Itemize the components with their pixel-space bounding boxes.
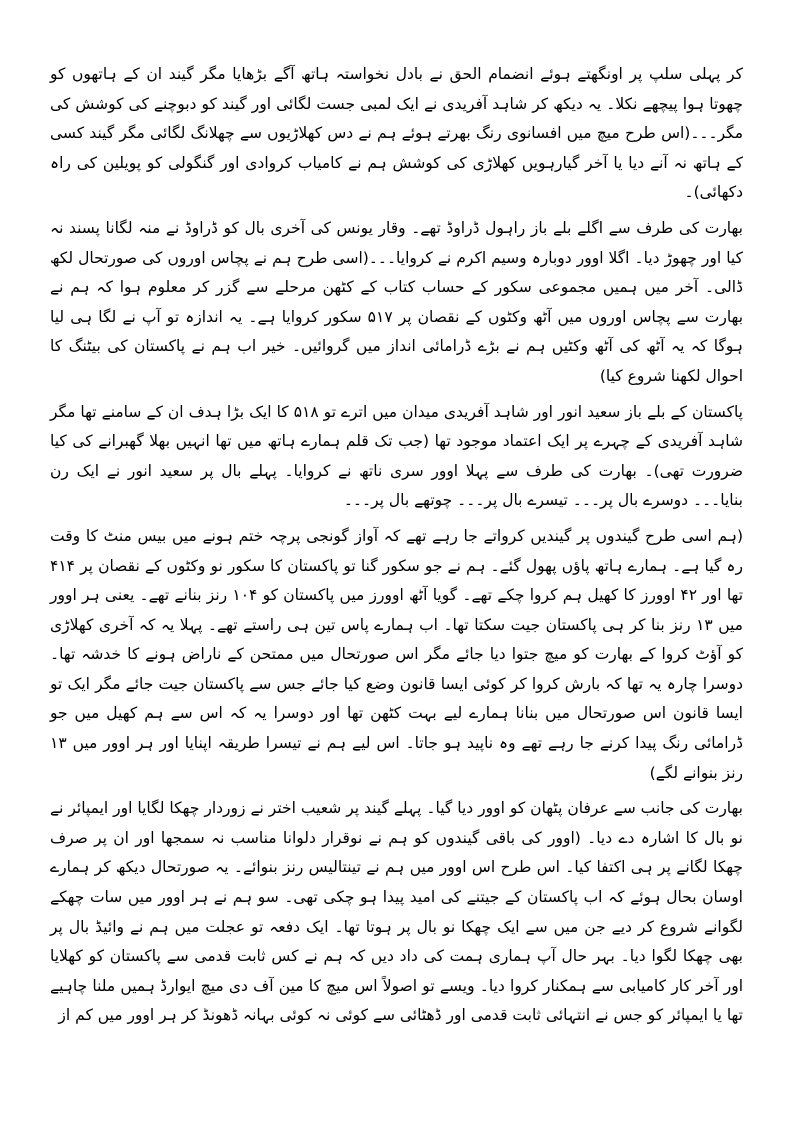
paragraph-3: پاکستان کے بلے باز سعید انور اور شاہد آفریدی میدان میں اترے تو ۵۱۸ کا ایک بڑا ہدف ان کے سامنے تھا مگر شاہد آفریدی کے چہرے پر ایک اعتماد موجود تھا (جب تک قلم ہمارے ہاتھ میں تھا انہیں بھلا گھبرانے کی کیا ضرورت تھی)۔ بھارت کی طرف سے پہلا اوور سری ناتھ نے کروایا۔ پہلے بال پر سعید انور نے ایک رن بنایا۔۔۔ دوسرے بال پر۔۔۔ تیسرے بال پر۔۔۔ چوتھے بال پر۔۔۔ [50, 402, 743, 510]
paragraph-5: بھارت کی جانب سے عرفان پٹھان کو اوور دیا گیا۔ پہلے گیند پر شعیب اختر نے زوردار چھکا لگایا اور ایمپائر نے نو بال کا اشارہ دے دیا۔ (اوور کی باقی گیندوں کو ہم نے نوقرار دلوانا مناسب نہ سمجھا اور ان پر صرف چھکا لگانے پر ہی اکتفا کیا۔ اس طرح اس اوور میں ہم نے تینتالیس رنز بنوائے۔ یہ صورتحال دیکھ کر ہمارے اوسان بحال ہوئے کہ اب پاکستان کے جیتنے کی امید پیدا ہو چکی تھی۔ سو ہم نے ہر اوور میں سات چھکے لگوانے شروع کر دیے جن میں سے ایک چھکا نو بال پر ہوتا تھا۔ ایک دفعہ تو عجلت میں ہم نے وائیڈ بال پر بھی چھکا لگوا دیا۔ بہر حال آپ ہماری ہمت کی داد دیں کہ ہم نے کس ثابت قدمی سے پاکستان کو کھلایا اور آخر کار کامیابی سے ہمکنار کروا دیا۔ ویسے تو اصولاً اس میچ کا مین آف دی میچ ایوارڈ ہمیں ملنا چاہیے تھا یا ایمپائر کو جس نے انتہائی ثابت قدمی اور ڈھٹائی سے کوئی نہ کوئی بہانہ ڈھونڈ کر ہر اوور میں کم از [50, 799, 743, 1025]
paragraph-1: کر پہلی سلپ پر اونگھتے ہوئے انضمام الحق نے بادل نخواستہ ہاتھ آگے بڑھایا مگر گیند ان کے ہاتھوں کو چھوتا ہوا پیچھے نکلا۔ یہ دیکھ کر شاہد آفریدی نے ایک لمبی جست لگائی اور گیند کو دبوچنے کی کوشش کی مگر۔۔۔(اس طرح میچ میں افسانوی رنگ بھرتے ہوئے ہم نے دس کھلاڑیوں سے چھلانگ لگائی مگر گیند کسی کے ہاتھ نہ آنے دیا یا آخر گیارہویں کھلاڑی کی کوشش ہم نے کامیاب کروادی اور گنگولی کو پویلین کی راہ دکھائی)۔ [50, 65, 743, 202]
document-page [50, 60, 743, 1037]
paragraph-4: (ہم اسی طرح گیندوں پر گیندیں کرواتے جا رہے تھے کہ آواز گونجی پرچہ ختم ہونے میں بیس منٹ کا وقت رہ گیا ہے۔ ہمارے ہاتھ پاؤں پھول گئے۔ ہم نے جو سکور گنا تو پاکستان کا سکور نو وکٹوں کے نقصان پر ۴۱۴ تھا اور ۴۲ اوورز کا کھیل ہم کروا چکے تھے۔ گویا آٹھ اوورز میں پاکستان کو ۱۰۴ رنز بنانے تھے۔ یعنی ہر اوور میں ۱۳ رنز بنا کر ہی پاکستان جیت سکتا تھا۔ اب ہمارے پاس تین ہی راستے تھے۔ پہلا یہ کہ آخری کھلاڑی کو آؤٹ کروا کے بھارت کو میچ جتوا دیا جائے مگر اس صورتحال میں ممتحن کے ناراض ہونے کا خدشہ تھا۔ دوسرا چارہ یہ تھا کہ بارش کروا کر کوئی ایسا قانون وضع کیا جائے جس سے پاکستان جیت جائے مگر ایک تو ایسا قانون اس صورتحال میں بنانا ہمارے لیے بہت کٹھن تھا اور دوسرا یہ کہ اس سے ہم کھیل میں جو ڈرامائی رنگ پیدا کرنے جا رہے تھے وہ ناپید ہو جاتا۔ اس لیے ہم نے تیسرا طریقہ اپنایا اور ہر اوور میں ۱۳ رنز بنوانے لگے) [50, 526, 744, 782]
paragraph-2: بھارت کی طرف سے اگلے بلے باز راہول ڈراوڈ تھے۔ وقار یونس کی آخری بال کو ڈراوڈ نے منہ لگانا پسند نہ کیا اور چھوڑ دیا۔ اگلا اوور دوبارہ وسیم اکرم نے کروایا۔۔۔(اسی طرح ہم نے پچاس اوروں کی صورتحال لکھ ڈالی۔ آخر میں ہمیں مجموعی سکور کے حساب کتاب کے کٹھن مرحلے سے گزر کر معلوم ہوا کہ ہم نے بھارت سے پچاس اوروں میں آٹھ وکٹوں کے نقصان پر ۵۱۷ سکور کروایا ہے۔ یہ اندازہ تو آپ نے لگا ہی لیا ہوگا کہ یہ آٹھ کی آٹھ وکٹیں ہم نے بڑے ڈرامائی انداز میں گروائیں۔ خیر اب ہم نے پاکستان کی بیٹنگ کا احوال لکھنا شروع کیا) [50, 218, 744, 385]
